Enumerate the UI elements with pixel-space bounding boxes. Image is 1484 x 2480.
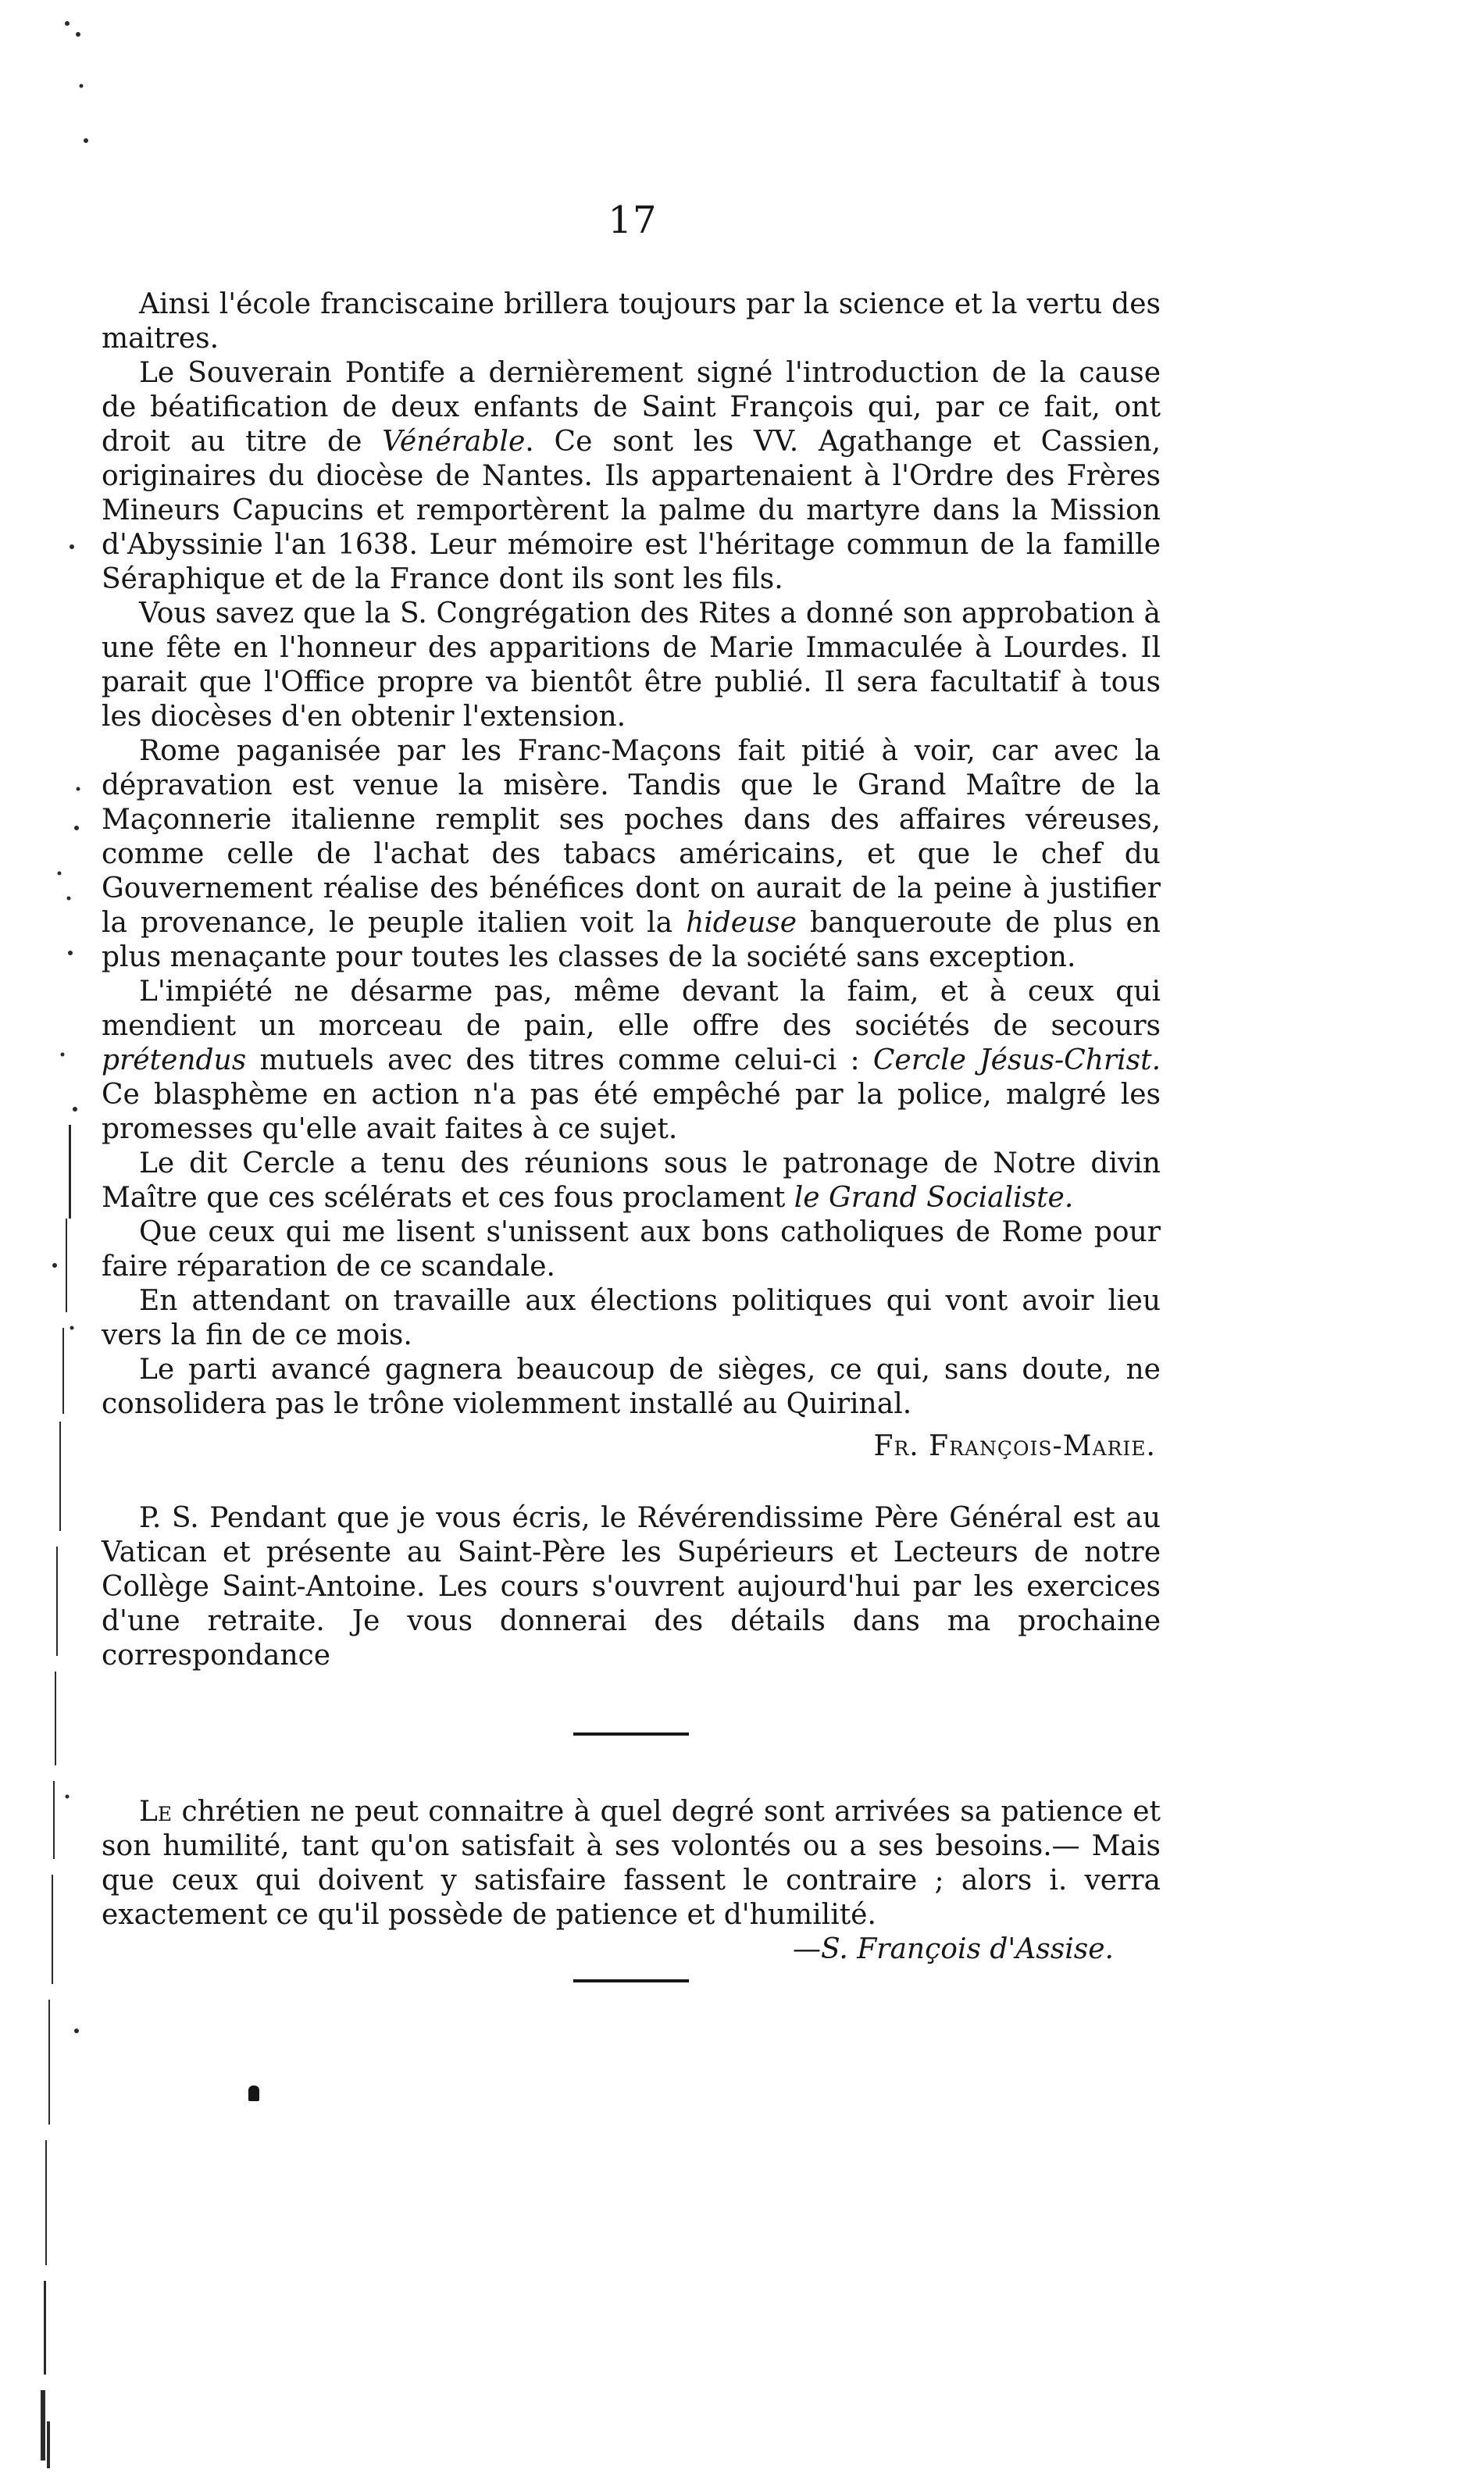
paragraph-franciscan-school bbox=[102, 287, 1161, 356]
section-divider bbox=[573, 1732, 689, 1736]
emphasis-text: prétendus bbox=[102, 1044, 247, 1076]
page-number: 17 bbox=[608, 198, 658, 242]
paragraph-parti bbox=[102, 1353, 1161, 1422]
paragraph-text: Vous savez que la S. Congrégation des Rites a donné son approbation à une fête en l'honneur des apparitions de Marie Immaculée à Lourdes. Il parait que l'Office propre va bientôt être publié. Il sera facultatif à tous les diocèses d'en obtenir l'extension. bbox=[102, 598, 1161, 733]
section-divider bbox=[573, 1979, 689, 1982]
paragraph-text: . Ce sont les VV. Agathange et Cassien, originaires du diocèse de Nantes. Ils appartenaient à l'Ordre des Frères Mineurs Capucins et remportèrent la palme du martyre dans la Mission d'Abyssinie l'an 1638. Leur mémoire est l'héritage commun de la famille Séraphique et de la France dont ils sont les fils. bbox=[102, 426, 1161, 595]
paragraph-elections bbox=[102, 1284, 1161, 1353]
emphasis-text: le Grand Socialiste. bbox=[794, 1182, 1074, 1214]
paragraph-text: Rome paganisée par les Franc-Maçons fait pitié à voir, car avec la dépravation est venue la misère. Tandis que le Grand Maître de la Maçonnerie italienne remplit ses poches dans des affaires véreuses, comme celle de l'achat des tabacs américains, et que le chef du Gouvernement réalise des bénéfices dont on aurait de la peine à justifier la provenance, le peuple italien voit la bbox=[102, 735, 1161, 939]
emphasis-text: Vénérable bbox=[382, 426, 526, 458]
emphasis-text: Cercle Jésus-Christ. bbox=[872, 1044, 1161, 1076]
paragraph-text: mutuels avec des titres comme celui-ci : bbox=[246, 1044, 873, 1076]
ink-mark bbox=[248, 2086, 259, 2101]
paragraph-text: Le Souverain Pontife a dernièrement signé l'introduction de la cause de béatification de deux enfants de Saint François qui, par ce fait, ont droit au titre de bbox=[102, 357, 1161, 458]
paragraph-cercle bbox=[102, 1147, 1161, 1215]
paragraph-beatification bbox=[102, 356, 1161, 597]
postscript-text: P. S. Pendant que je vous écris, le Révérendissime Père Général est au Vatican et présente au Saint-Père les Supérieurs et Lecteurs de notre Collège Saint-Antoine. Les cours s'ouvrent aujourd'hui par les exercices d'une retraite. Je vous donnerai des détails dans ma prochaine correspondance bbox=[102, 1502, 1161, 1672]
paragraph-text: En attendant on travaille aux élections politiques qui vont avoir lieu vers la fin de ce mois. bbox=[102, 1285, 1161, 1351]
quote-text: chrétien ne peut connaitre à quel degré sont arrivées sa patience et son humilité, tant qu'on satisfait à ses volontés ou a ses besoins.— Mais que ceux qui doivent y satisfaire fassent le contraire ; alors i. verra exactement ce qu'il possède de patience et d'humilité. bbox=[102, 1796, 1161, 1931]
paragraph-reparation bbox=[102, 1215, 1161, 1284]
paragraph-impiety bbox=[102, 975, 1161, 1147]
paragraph-text: Le dit Cercle a tenu des réunions sous le patronage de Notre divin Maître que ces scélérats et ces fous proclament bbox=[102, 1147, 1161, 1214]
quote-lead-word: Le bbox=[139, 1796, 173, 1828]
paragraph-text: banqueroute de plus en plus menaçante pour toutes les classes de la société sans exception. bbox=[102, 907, 1161, 973]
paragraph-rome bbox=[102, 734, 1161, 975]
quote-attribution: —S. François d'Assise. bbox=[793, 1933, 1114, 1965]
paragraph-text: Ce blasphème en action n'a pas été empêché par la police, malgré les promesses qu'elle avait faites à ce sujet. bbox=[102, 1079, 1161, 1145]
signature: Fr. François-Marie. bbox=[873, 1430, 1156, 1462]
paragraph-text: Que ceux qui me lisent s'unissent aux bons catholiques de Rome pour faire réparation de ce scandale. bbox=[102, 1216, 1161, 1283]
emphasis-text: hideuse bbox=[686, 907, 797, 939]
postscript bbox=[102, 1501, 1161, 1673]
paragraph-text: L'impiété ne désarme pas, même devant la faim, et à ceux qui mendient un morceau de pain, elle offre des sociétés de secours bbox=[102, 976, 1161, 1042]
scan-edge-noise bbox=[0, 0, 94, 2480]
page-body bbox=[102, 287, 1161, 1982]
quote-paragraph bbox=[102, 1795, 1161, 1932]
paragraph-text: Ainsi l'école franciscaine brillera toujours par la science et la vertu des maitres. bbox=[102, 288, 1161, 355]
paragraph-lourdes bbox=[102, 597, 1161, 734]
paragraph-text: Le parti avancé gagnera beaucoup de sièges, ce qui, sans doute, ne consolidera pas le trône violemment installé au Quirinal. bbox=[102, 1354, 1161, 1420]
